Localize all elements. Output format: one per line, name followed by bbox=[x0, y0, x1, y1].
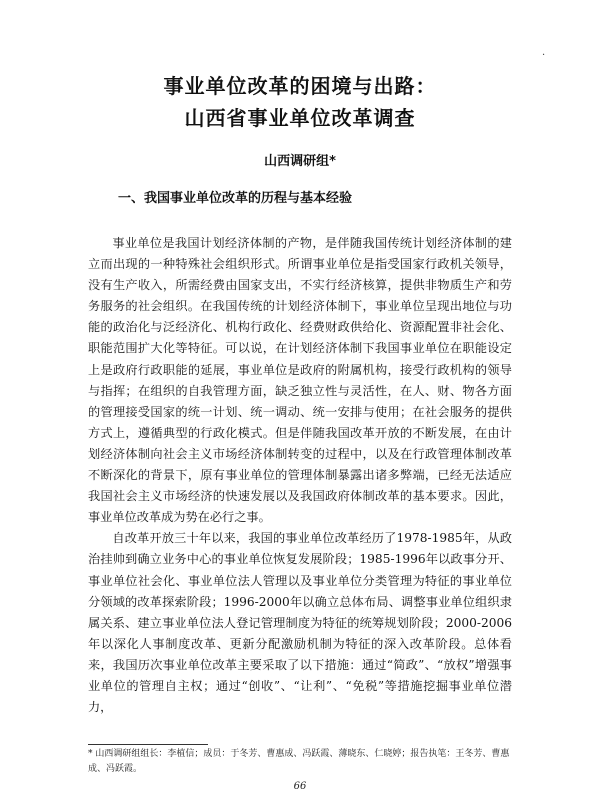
scan-mark: · bbox=[542, 50, 546, 61]
section-heading: 一、我国事业单位改革的历程与基本经验 bbox=[118, 191, 353, 206]
title-line-1: 事业单位改革的困境与出路： bbox=[163, 74, 437, 98]
paragraph-1: 事业单位是我国计划经济体制的产物，是伴随我国传统计划经济体制的建立而出现的一种特殊社会组织形式。所谓事业单位是指受国家行政机关领导，没有生产收入，所需经费由国家支出，不实行经济核算，提供非物质生产和劳务服务的社会组织。在我国传统的计划经济体制下，事业单位呈现出地位与功能的政治化与泛经济化、机构行政化、经费财政供给化、资源配置非社会化、职能范围扩大化等特征。可以说，在计划经济体制下我国事业单位在职能设定上是政府行政职能的延展，事业单位是政府的附属机构，接受行政机构的领导与指挥；在组织的自我管理方面，缺乏独立性与灵活性，在人、财、物各方面的管理接受国家的统一计划、统一调动、统一安排与使用；在社会服务的提供方式上，遵循典型的行政化模式。但是伴随我国改革开放的不断发展，在由计划经济体制向社会主义市场经济体制转变的过程中，以及在行政管理体制改革不断深化的背景下，原有事业单位的管理体制暴露出诸多弊端，已经无法适应我国社会主义市场经济的快速发展以及我国政府体制改革的基本要求。因此，事业单位改革成为势在必行之事。 bbox=[88, 236, 512, 525]
footnote-divider bbox=[88, 744, 208, 745]
footnote: * 山西调研组组长：李植信；成员：于冬芳、曹惠成、冯跃霞、薄晓东、仁晓婷；报告执笔：王冬芳、曹惠成、冯跃霞。 bbox=[88, 749, 510, 774]
page-number: 66 bbox=[293, 781, 307, 792]
author-line: 山西调研组* bbox=[264, 154, 336, 169]
body-text bbox=[88, 233, 512, 718]
title-line-2: 山西省事业单位改革调查 bbox=[184, 106, 416, 130]
paragraph-2: 自改革开放三十年以来，我国的事业单位改革经历了1978-1985年，从政治挂帅到确立业务中心的事业单位恢复发展阶段；1985-1996年以政事分开、事业单位社会化、事业单位法人管理以及事业单位分类管理为特征的事业单位分领域的改革探索阶段；1996-2000年以确立总体布局、调整事业单位组织隶属关系、建立事业单位法人登记管理制度为特征的统筹规划阶段；2000-2006年以深化人事制度改革、更新分配激励机制为特征的深入改革阶段。总体看来，我国历次事业单位改革主要采取了以下措施：通过“简政”、“放权”增强事业单位的管理自主权；通过“创收”、“让利”、“免税”等措施挖掘事业单位潜力， bbox=[88, 531, 512, 715]
title-block bbox=[0, 70, 600, 134]
